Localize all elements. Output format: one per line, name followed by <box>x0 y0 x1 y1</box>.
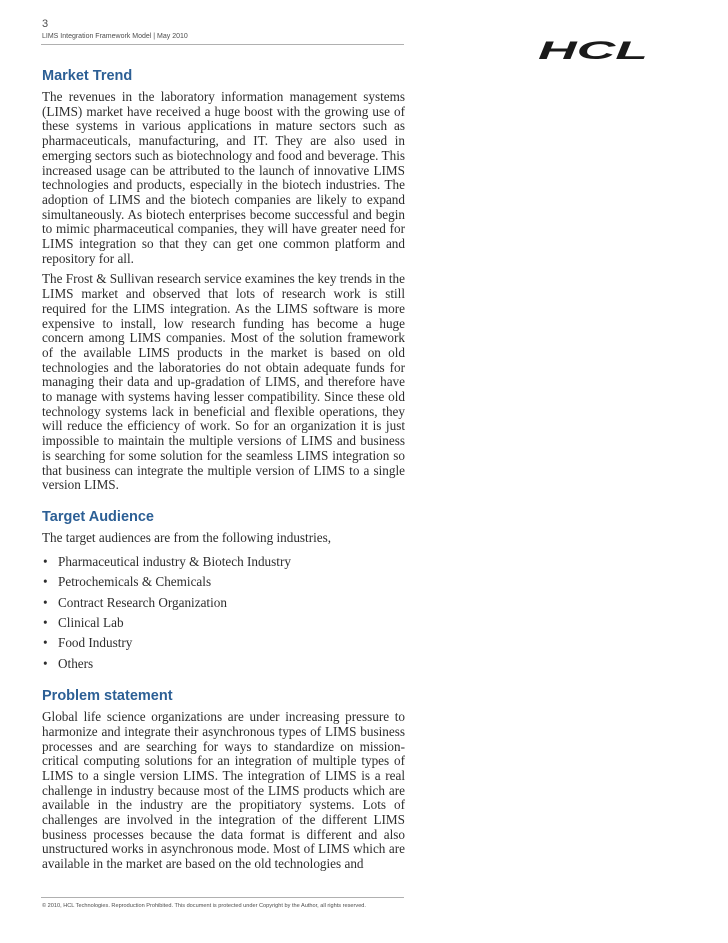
list-item: • Others <box>42 654 405 674</box>
paragraph: The target audiences are from the following industries, <box>42 529 332 545</box>
page-number: 3 <box>42 18 49 30</box>
list-item: • Pharmaceutical industry & Biotech Industry <box>42 552 405 572</box>
bullet-icon: • <box>43 574 48 590</box>
bullet-icon: • <box>43 614 48 630</box>
list-item: • Contract Research Organization <box>42 593 405 613</box>
section-heading-market-trend: Market Trend <box>42 68 133 84</box>
hcl-logo <box>536 38 651 62</box>
svg-text:HCL: HCL <box>538 38 648 62</box>
copyright-footer: © 2010, HCL Technologies. Reproduction Prohibited. This document is protected under Copyright by the Author, all rights reserved. <box>42 903 366 909</box>
paragraph: Global life science organizations are under increasing pressure to harmonize and integrate their asynchronous types of LIMS business processes and are searching for ways to standardize on mission-critical computing solutions for an integration of multiple types of LIMS to a single version LIMS. The integration of LIMS is a real challenge in industry because most of the LIMS products which are available in the industry are the propitiatory systems. Lots of challenges are involved in the integration of the different LIMS business processes because the data format is different and also unstructured works in asynchronous mode. Most of LIMS which are available in the market are based on the old technologies and <box>42 709 405 872</box>
bullet-icon: • <box>43 635 48 651</box>
industry-list <box>42 552 405 674</box>
main-content <box>42 68 405 878</box>
paragraph: The revenues in the laboratory information management systems (LIMS) market have received a huge boost with the growing use of these systems in various applications in mature sectors such as pharmaceuticals, manufacturing, and IT. They are also used in emerging sectors such as biotechnology and food and beverage. This increased usage can be attributed to the launch of innovative LIMS technologies and products, especially in the biotech industries. The adoption of LIMS and the biotech companies are likely to expand simultaneously. As biotech enterprises become successful and begin to mimic pharmaceutical companies, they will have greater need for LIMS integration so that they can get one common platform and repository for all. <box>42 89 405 266</box>
paragraph: The Frost & Sullivan research service examines the key trends in the LIMS market and observed that lots of research work is still required for the LIMS integration. As the LIMS software is more expensive to install, low research funding has become a huge concern among LIMS companies. Most of the solution framework of the available LIMS products in the market is based on old technologies and the laboratories do not obtain adequate funds for managing their data and up-gradation of LIMS, and therefore have to manage with systems having lesser compatibility. Since these old technology systems lack in beneficial and flexible operations, they will reduce the efficiency of work. So for an organization it is just impossible to maintain the multiple versions of LIMS and business is searching for some solution for the seamless LIMS integration so that business can integrate the multiple version of LIMS to a single version LIMS. <box>42 271 405 493</box>
bullet-icon: • <box>43 594 48 610</box>
section-heading-target-audience: Target Audience <box>42 508 154 525</box>
bullet-icon: • <box>43 655 48 671</box>
list-item: • Clinical Lab <box>42 613 405 633</box>
footer-rule <box>41 897 404 898</box>
bullet-icon: • <box>43 553 48 569</box>
header-rule <box>41 44 404 45</box>
running-header: LIMS Integration Framework Model | May 2010 <box>42 33 188 40</box>
list-item: • Petrochemicals & Chemicals <box>42 572 405 592</box>
section-heading-problem-statement: Problem statement <box>42 688 173 705</box>
list-item: • Food Industry <box>42 633 405 653</box>
